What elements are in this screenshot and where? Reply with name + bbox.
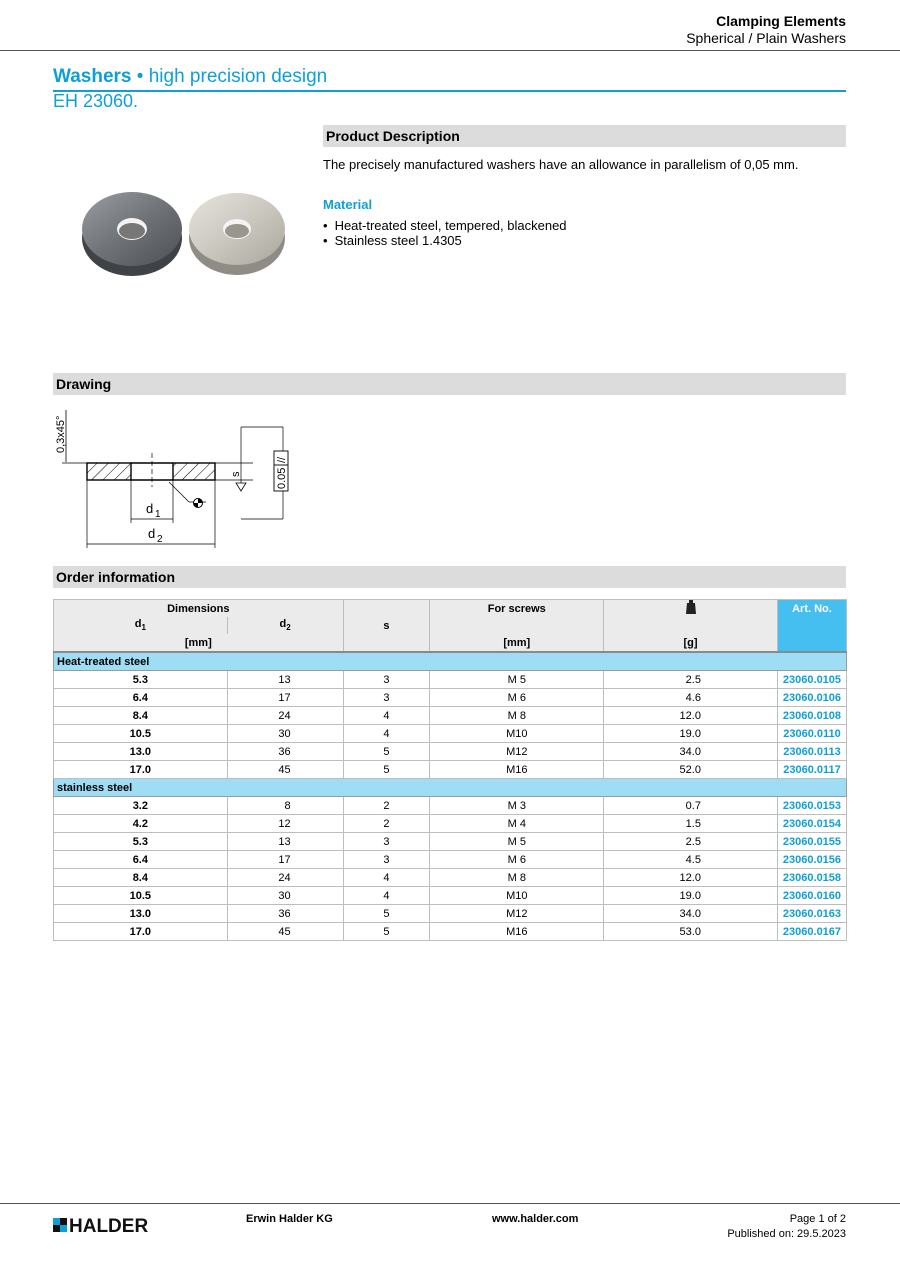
cell-s: 4 bbox=[343, 887, 430, 905]
cell-weight: 2.5 bbox=[604, 833, 778, 851]
cell-art-no[interactable]: 23060.0154 bbox=[777, 815, 846, 833]
drawing-d2-sub: 2 bbox=[157, 534, 163, 545]
dimensions-unit: [mm] bbox=[54, 634, 344, 652]
cell-d2: 13 bbox=[227, 671, 343, 689]
table-row bbox=[54, 887, 847, 905]
svg-text:HALDER: HALDER bbox=[69, 1216, 149, 1236]
cell-screw: M 8 bbox=[430, 707, 604, 725]
cell-d1: 17.0 bbox=[54, 923, 228, 941]
cell-screw: M12 bbox=[430, 743, 604, 761]
cell-art-no[interactable]: 23060.0163 bbox=[777, 905, 846, 923]
cell-weight: 34.0 bbox=[604, 905, 778, 923]
cell-s: 2 bbox=[343, 815, 430, 833]
cell-weight: 1.5 bbox=[604, 815, 778, 833]
cell-art-no[interactable]: 23060.0160 bbox=[777, 887, 846, 905]
table-row bbox=[54, 761, 847, 779]
cell-d1: 5.3 bbox=[54, 833, 228, 851]
cell-d2: 17 bbox=[227, 851, 343, 869]
cell-d2: 45 bbox=[227, 761, 343, 779]
cell-d2: 30 bbox=[227, 725, 343, 743]
drawing-d2-label: d bbox=[148, 526, 156, 541]
table-row bbox=[54, 905, 847, 923]
cell-s: 2 bbox=[343, 797, 430, 815]
cell-s: 3 bbox=[343, 689, 430, 707]
table-row bbox=[54, 689, 847, 707]
drawing-heading: Drawing bbox=[53, 373, 846, 395]
cell-d2: 12 bbox=[227, 815, 343, 833]
title-separator: • bbox=[131, 66, 149, 87]
product-description-heading: Product Description bbox=[323, 125, 846, 147]
cell-d1: 8.4 bbox=[54, 707, 228, 725]
cell-d2: 45 bbox=[227, 923, 343, 941]
technical-drawing bbox=[53, 405, 293, 550]
cell-weight: 19.0 bbox=[604, 887, 778, 905]
order-table bbox=[53, 599, 847, 941]
cell-art-no[interactable]: 23060.0108 bbox=[777, 707, 846, 725]
footer-divider bbox=[0, 1203, 900, 1204]
cell-art-no[interactable]: 23060.0106 bbox=[777, 689, 846, 707]
cell-screw: M16 bbox=[430, 923, 604, 941]
cell-art-no[interactable]: 23060.0158 bbox=[777, 869, 846, 887]
cell-screw: M 6 bbox=[430, 851, 604, 869]
table-row bbox=[54, 707, 847, 725]
table-row bbox=[54, 833, 847, 851]
weight-unit: [g] bbox=[604, 634, 778, 652]
cell-s: 4 bbox=[343, 725, 430, 743]
cell-d1: 3.2 bbox=[54, 797, 228, 815]
cell-s: 4 bbox=[343, 869, 430, 887]
cell-screw: M 8 bbox=[430, 869, 604, 887]
header-blank bbox=[343, 600, 430, 618]
drawing-s-label: s bbox=[230, 471, 242, 477]
cell-s: 5 bbox=[343, 905, 430, 923]
header-subcategory: Spherical / Plain Washers bbox=[686, 30, 846, 46]
cell-s: 3 bbox=[343, 851, 430, 869]
s-header: s bbox=[343, 617, 430, 634]
cell-screw: M 5 bbox=[430, 671, 604, 689]
cell-weight: 2.5 bbox=[604, 671, 778, 689]
cell-d2: 8 bbox=[227, 797, 343, 815]
drawing-parallel-symbol: // bbox=[276, 456, 288, 463]
title-divider bbox=[53, 90, 846, 92]
drawing-chamfer-label: 0,3x45° bbox=[55, 415, 67, 453]
title-product: Washers bbox=[53, 66, 132, 87]
cell-screw: M 5 bbox=[430, 833, 604, 851]
cell-art-no[interactable]: 23060.0110 bbox=[777, 725, 846, 743]
page-title bbox=[53, 66, 327, 88]
material-heading: Material bbox=[323, 197, 373, 212]
cell-d2: 36 bbox=[227, 905, 343, 923]
cell-screw: M 4 bbox=[430, 815, 604, 833]
cell-weight: 34.0 bbox=[604, 743, 778, 761]
table-row bbox=[54, 923, 847, 941]
drawing-d1-label: d bbox=[146, 501, 154, 516]
cell-screw: M16 bbox=[430, 761, 604, 779]
cell-screw: M12 bbox=[430, 905, 604, 923]
cell-art-no[interactable]: 23060.0117 bbox=[777, 761, 846, 779]
table-row bbox=[54, 725, 847, 743]
d1-header: $d_1$ bbox=[54, 617, 228, 634]
header-divider bbox=[0, 50, 900, 51]
table-row bbox=[54, 671, 847, 689]
cell-d2: 17 bbox=[227, 689, 343, 707]
cell-weight: 53.0 bbox=[604, 923, 778, 941]
header-category: Clamping Elements bbox=[716, 13, 846, 29]
halder-logo bbox=[53, 1216, 163, 1236]
cell-screw: M 3 bbox=[430, 797, 604, 815]
table-row bbox=[54, 743, 847, 761]
washers-photo bbox=[80, 188, 300, 278]
group-row bbox=[54, 779, 847, 797]
material-list bbox=[323, 218, 567, 248]
cell-s: 3 bbox=[343, 671, 430, 689]
cell-d1: 13.0 bbox=[54, 905, 228, 923]
material-item: • Heat-treated steel, tempered, blackened bbox=[323, 218, 567, 233]
cell-s: 5 bbox=[343, 761, 430, 779]
cell-d2: 13 bbox=[227, 833, 343, 851]
footer-website[interactable]: www.halder.com bbox=[492, 1213, 579, 1225]
cell-art-no[interactable]: 23060.0113 bbox=[777, 743, 846, 761]
cell-d1: 17.0 bbox=[54, 761, 228, 779]
cell-d1: 10.5 bbox=[54, 887, 228, 905]
group-name: Heat-treated steel bbox=[54, 652, 847, 671]
group-row bbox=[54, 652, 847, 671]
cell-d2: 24 bbox=[227, 869, 343, 887]
material-item: • Stainless steel 1.4305 bbox=[323, 233, 567, 248]
cell-art-no[interactable]: 23060.0167 bbox=[777, 923, 846, 941]
drawing-tolerance-label: 0.05 bbox=[276, 467, 288, 489]
d2-header: $d_2$ bbox=[227, 617, 343, 634]
cell-weight: 52.0 bbox=[604, 761, 778, 779]
table-row bbox=[54, 851, 847, 869]
cell-weight: 4.5 bbox=[604, 851, 778, 869]
cell-art-no[interactable]: 23060.0153 bbox=[777, 797, 846, 815]
weight-icon bbox=[686, 600, 696, 614]
footer-published-date: Published on: 29.5.2023 bbox=[727, 1228, 846, 1240]
weight-header bbox=[604, 600, 778, 618]
cell-weight: 19.0 bbox=[604, 725, 778, 743]
cell-screw: M10 bbox=[430, 725, 604, 743]
cell-s: 5 bbox=[343, 923, 430, 941]
title-variant: high precision design bbox=[148, 66, 328, 87]
screw-unit: [mm] bbox=[430, 634, 604, 652]
dimensions-header: Dimensions bbox=[54, 600, 344, 618]
for-screws-header: For screws bbox=[430, 600, 604, 618]
cell-d2: 36 bbox=[227, 743, 343, 761]
group-name: stainless steel bbox=[54, 779, 847, 797]
footer-company: Erwin Halder KG bbox=[246, 1213, 333, 1225]
cell-weight: 12.0 bbox=[604, 707, 778, 725]
cell-s: 3 bbox=[343, 833, 430, 851]
cell-d1: 13.0 bbox=[54, 743, 228, 761]
cell-d1: 10.5 bbox=[54, 725, 228, 743]
cell-s: 5 bbox=[343, 743, 430, 761]
cell-art-no[interactable]: 23060.0105 bbox=[777, 671, 846, 689]
cell-screw: M10 bbox=[430, 887, 604, 905]
cell-art-no[interactable]: 23060.0155 bbox=[777, 833, 846, 851]
cell-d2: 24 bbox=[227, 707, 343, 725]
table-row bbox=[54, 815, 847, 833]
cell-d2: 30 bbox=[227, 887, 343, 905]
footer-page-number: Page 1 of 2 bbox=[789, 1213, 846, 1225]
cell-d1: 6.4 bbox=[54, 689, 228, 707]
product-code: EH 23060. bbox=[53, 91, 139, 111]
table-row bbox=[54, 869, 847, 887]
cell-d1: 8.4 bbox=[54, 869, 228, 887]
table-row bbox=[54, 797, 847, 815]
cell-d1: 6.4 bbox=[54, 851, 228, 869]
product-description-text: The precisely manufactured washers have an allowance in parallelism of 0,05 mm. bbox=[323, 157, 799, 172]
drawing-d1-sub: 1 bbox=[155, 509, 161, 520]
cell-weight: 4.6 bbox=[604, 689, 778, 707]
cell-screw: M 6 bbox=[430, 689, 604, 707]
cell-weight: 12.0 bbox=[604, 869, 778, 887]
cell-d1: 5.3 bbox=[54, 671, 228, 689]
cell-d1: 4.2 bbox=[54, 815, 228, 833]
art-no-header: Art. No. bbox=[777, 600, 846, 618]
cell-s: 4 bbox=[343, 707, 430, 725]
cell-art-no[interactable]: 23060.0156 bbox=[777, 851, 846, 869]
order-information-heading: Order information bbox=[53, 566, 846, 588]
cell-weight: 0.7 bbox=[604, 797, 778, 815]
